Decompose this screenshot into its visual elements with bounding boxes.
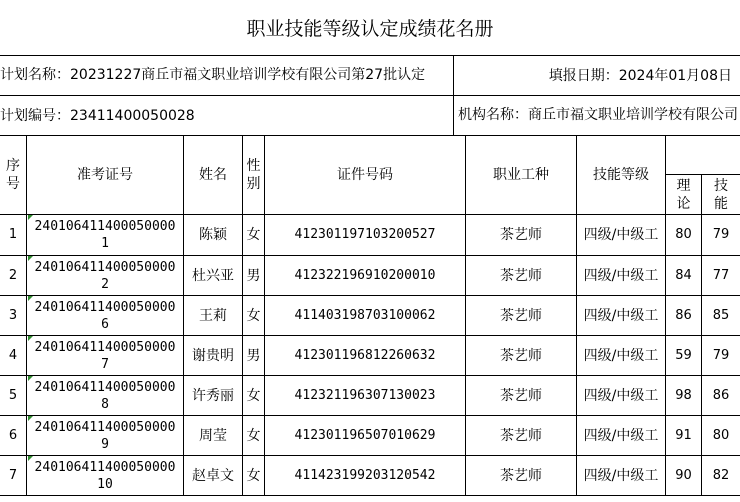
row-id-no: 412301196507010629 [294, 427, 436, 443]
row-level: 四级/中级工 [583, 307, 659, 324]
row-id-no: 412321196307130023 [294, 387, 436, 403]
row-id-no: 412301197103200527 [294, 226, 436, 242]
header-id-no: 证件号码 [337, 167, 393, 183]
row-exam-no: 24010641140005000010 [34, 459, 176, 492]
row-level: 四级/中级工 [583, 267, 659, 284]
row-level: 四级/中级工 [583, 387, 659, 404]
row-theory: 80 [675, 226, 692, 242]
row-name: 谢贵明 [192, 347, 234, 364]
org-name: 机构名称：商丘市福文职业培训学校有限公司 [458, 107, 738, 123]
row-gender: 女 [246, 226, 261, 243]
plan-number: 计划编号：23411400050028 [0, 107, 195, 124]
error-indicator-icon [28, 456, 33, 461]
row-seq: 3 [8, 307, 18, 323]
row-gender: 男 [246, 267, 261, 284]
row-exam-no: 2401064114000500002 [34, 259, 176, 292]
row-theory: 86 [675, 307, 692, 323]
row-occupation: 茶艺师 [500, 387, 542, 404]
row-exam-no: 2401064114000500001 [34, 218, 176, 251]
error-indicator-icon [28, 296, 33, 301]
row-occupation: 茶艺师 [500, 347, 542, 364]
row-occupation: 茶艺师 [500, 427, 542, 444]
row-name: 王莉 [199, 307, 227, 324]
row-level: 四级/中级工 [583, 226, 659, 243]
row-name: 赵卓文 [192, 467, 234, 484]
row-level: 四级/中级工 [583, 347, 659, 364]
row-name: 许秀丽 [192, 387, 234, 404]
row-skill: 85 [712, 307, 730, 323]
row-id-no: 412322196910200010 [294, 267, 436, 283]
row-theory: 98 [675, 387, 692, 403]
row-skill: 86 [712, 387, 730, 403]
row-seq: 6 [8, 427, 18, 443]
row-id-no: 411403198703100062 [294, 307, 436, 323]
row-skill: 79 [712, 347, 730, 363]
row-level: 四级/中级工 [583, 467, 659, 484]
header-seq: 序号 [6, 158, 20, 192]
error-indicator-icon [28, 416, 33, 421]
row-gender: 女 [246, 427, 261, 444]
row-level: 四级/中级工 [583, 427, 659, 444]
header-name: 姓名 [199, 167, 227, 183]
row-skill: 79 [712, 226, 730, 242]
row-occupation: 茶艺师 [500, 226, 542, 243]
row-occupation: 茶艺师 [500, 307, 542, 324]
row-gender: 男 [246, 347, 261, 364]
row-exam-no: 2401064114000500006 [34, 299, 176, 332]
row-theory: 90 [675, 467, 692, 483]
row-exam-no: 2401064114000500007 [34, 339, 176, 372]
row-gender: 女 [246, 387, 261, 404]
divider [0, 495, 740, 496]
row-id-no: 412301196812260632 [294, 347, 436, 363]
row-seq: 4 [8, 347, 18, 363]
row-exam-no: 2401064114000500009 [34, 419, 176, 452]
row-name: 杜兴亚 [192, 267, 234, 284]
row-theory: 84 [675, 267, 692, 283]
header-theory: 理论 [676, 177, 691, 212]
row-name: 周莹 [199, 427, 227, 444]
row-id-no: 411423199203120542 [294, 467, 436, 483]
fill-date: 填报日期：2024年01月08日 [548, 67, 732, 84]
row-gender: 女 [246, 467, 261, 484]
row-gender: 女 [246, 307, 261, 324]
row-name: 陈颖 [199, 226, 227, 243]
plan-name: 计划名称：20231227商丘市福文职业培训学校有限公司第27批认定 [0, 67, 426, 83]
header-exam-no: 准考证号 [77, 167, 133, 183]
row-exam-no: 2401064114000500008 [34, 379, 176, 412]
header-level: 技能等级 [593, 167, 649, 183]
error-indicator-icon [28, 215, 33, 220]
row-skill: 77 [712, 267, 730, 283]
header-occupation: 职业工种 [493, 167, 549, 183]
error-indicator-icon [28, 256, 33, 261]
header-gender: 性别 [246, 158, 261, 192]
row-seq: 7 [8, 467, 18, 483]
header-skill: 技能 [714, 177, 728, 212]
row-occupation: 茶艺师 [500, 467, 542, 484]
row-seq: 2 [8, 267, 18, 283]
row-seq: 5 [8, 387, 18, 403]
error-indicator-icon [28, 336, 33, 341]
document-title: 职业技能等级认定成绩花名册 [246, 18, 494, 40]
row-skill: 82 [712, 467, 730, 483]
row-theory: 91 [675, 427, 692, 443]
row-seq: 1 [8, 226, 18, 242]
row-theory: 59 [675, 347, 692, 363]
error-indicator-icon [28, 376, 33, 381]
row-skill: 80 [712, 427, 730, 443]
row-occupation: 茶艺师 [500, 267, 542, 284]
